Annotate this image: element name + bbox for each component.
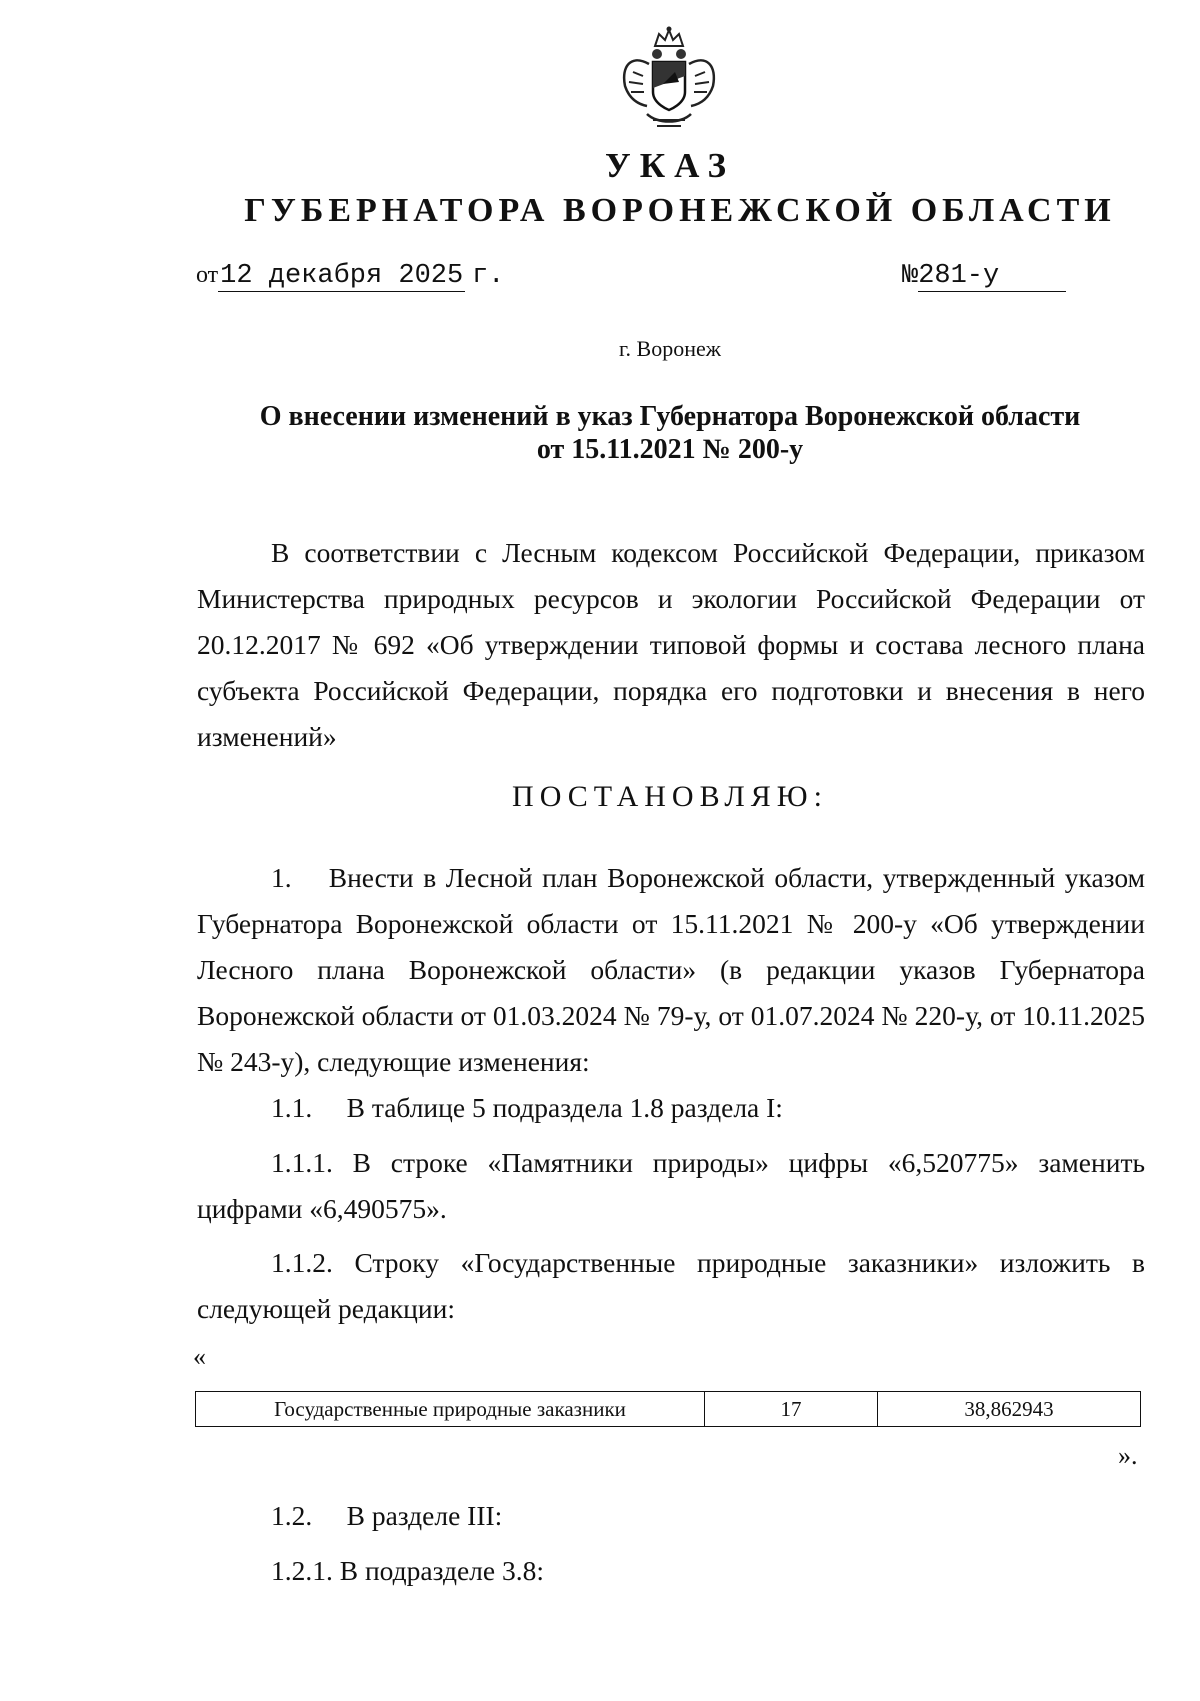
heading-line-2: от 15.11.2021 № 200-у [536,434,804,465]
number-value: 281-у [918,261,1066,292]
date-value: 12 декабря 2025 [220,261,464,291]
table-cell-name: Государственные природные заказники [196,1392,705,1427]
quote-open: « [193,1342,206,1371]
table-cell-count: 17 [705,1392,878,1427]
item-1-1-1-paragraph: 1.1.1. В строке «Памятники природы» цифры «6,520775» заменить цифрами «6,490575». [197,1147,1145,1224]
heading-line-1: О внесении изменений в указ Губернатора Воронежской области [259,401,1081,432]
coat-of-arms-icon [613,24,725,136]
issuer-title: ГУБЕРНАТОРА ВОРОНЕЖСКОЙ ОБЛАСТИ [244,192,1116,229]
item-1-2-paragraph: 1.2. В разделе III: [271,1500,503,1531]
decree-heading [150,400,1190,466]
decree-word: ПОСТАНОВЛЯЮ: [512,780,828,813]
date-prefix: от [196,262,219,288]
item-1-1-paragraph: 1.1. В таблице 5 подраздела 1.8 раздела I: [271,1092,783,1123]
table-row [196,1392,1141,1427]
item-1-2-1-paragraph: 1.2.1. В подразделе 3.8: [271,1555,544,1586]
number-prefix: № [902,261,919,291]
insert-table [195,1391,1141,1427]
quote-close: ». [1118,1441,1138,1470]
table-cell-area: 38,862943 [878,1392,1141,1427]
document-type-title: УКАЗ [605,146,735,185]
preamble-paragraph: В соответствии с Лесным кодексом Российской Федерации, приказом Министерства природных ресурсов и экологии Российской Федерации от 20.12.2017 № 692 «Об утверждении типовой формы и состава лесного плана субъекта Российской Федерации, порядка его подготовки и внесения в него изменений» [197,537,1145,752]
decree-date [196,258,504,291]
decree-number [902,258,1066,292]
city: г. Воронеж [619,336,721,361]
item-1-paragraph: 1. Внести в Лесной план Воронежской области, утвержденный указом Губернатора Воронежской области от 15.11.2021 № 200-у «Об утверждении Лесного плана Воронежской области» (в редакции указов Губернатора Воронежской области от 01.03.2024 № 79-у, от 01.07.2024 № 220-у, от 10.11.2025 № 243-у), следующие изменения: [197,862,1145,1077]
date-suffix: г. [471,261,505,291]
item-1-1-2-paragraph: 1.1.2. Строку «Государственные природные заказники» изложить в следующей редакции: [197,1247,1145,1324]
